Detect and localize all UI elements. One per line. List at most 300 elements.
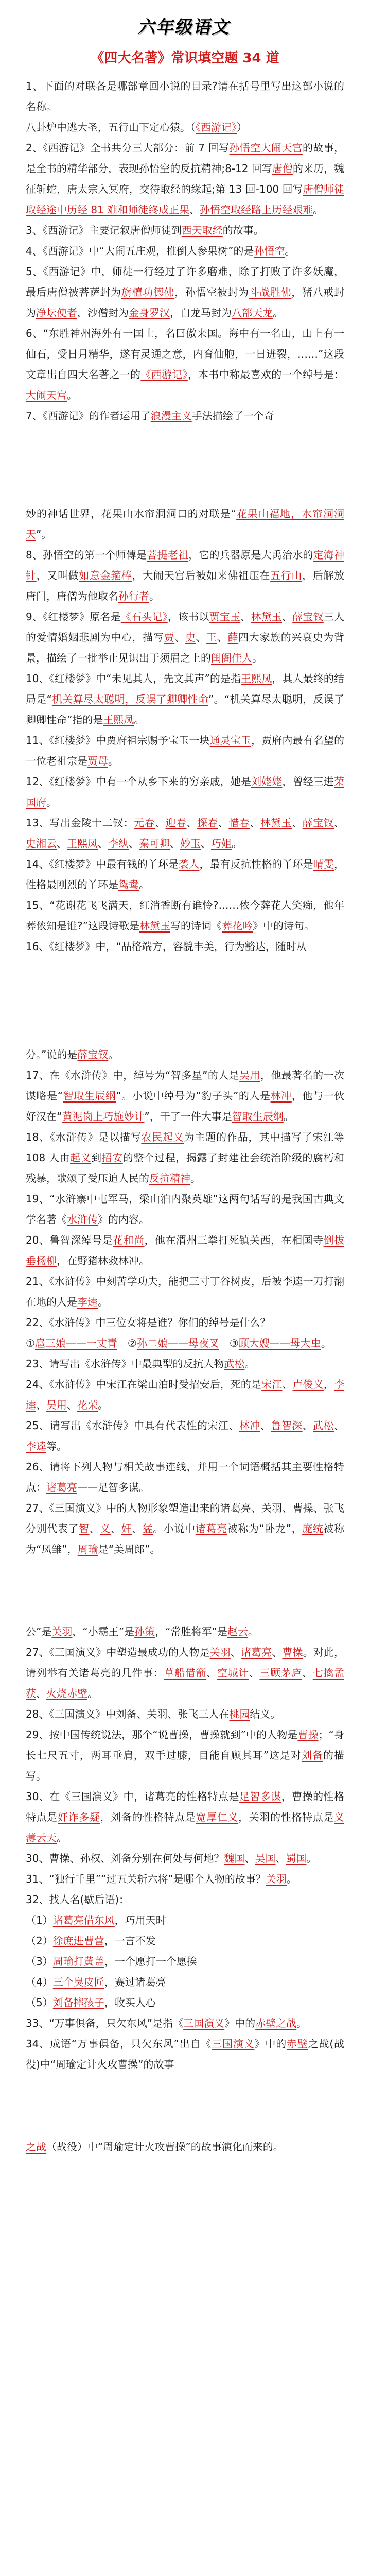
answer-text: 大闹天宫 [26, 389, 67, 401]
question-text: 22、《水浒传》中三位女将是谁？你们的绰号是什么？ [26, 1316, 271, 1329]
question-text: 7、《西游记》的作者运用了 [26, 410, 151, 422]
question-text: 、 [217, 631, 228, 643]
question-text: 、 [196, 631, 207, 643]
answer-text: 赤壁 [287, 2038, 308, 2050]
answer-text: 闺阁佳人 [211, 652, 252, 664]
question-text: 。 [98, 1296, 108, 1308]
answer-text: 鸳鸯 [118, 878, 139, 891]
answer-text: 反抗精神 [149, 1172, 190, 1184]
answer-text: 奸诈多疑 [57, 1811, 100, 1823]
question-text: ，贾府内最有名望的一位老祖宗是 [26, 734, 345, 767]
question-text: 32、找人名(歇后语)： [26, 1893, 130, 1906]
question-text: 、 [132, 1522, 143, 1535]
question-text: 1、下面的对联各是哪部章回小说的目录?请在括号里写出这部小说的名称。 [26, 80, 344, 113]
question-paragraph [26, 1930, 344, 1951]
question-text: ，曾经三进 [282, 775, 334, 788]
answer-text: 金身罗汉 [129, 307, 170, 319]
answer-text: 关羽 [51, 1625, 73, 1638]
question-text: 19、“水浒寨中屯军马，梁山泊内聚英雄”这两句话写的是我国古典文学名著《 [26, 1193, 344, 1226]
answer-text: 巧姐 [211, 837, 232, 850]
question-text: 、 [292, 817, 303, 829]
question-text: 的来历，魏征斩蛇，唐太宗入冥府，交待取经的缘起;第 13 回-100 回写 [26, 162, 345, 195]
question-text: 27、《三国演义》中的人物形象塑造出来的诸葛亮、关羽、曹操、张飞分别代表了 [26, 1502, 344, 1535]
answer-text: 薛宝钗 [302, 817, 334, 829]
question-paragraph [26, 76, 344, 117]
question-text: 、 [129, 837, 139, 850]
question-paragraph [26, 771, 344, 812]
question-text: （战役）中“周瑜定计火攻曹操”的故事演化而来的。 [46, 2141, 284, 2153]
question-text: ，其人最终的结局是“ [26, 672, 345, 705]
question-paragraph [26, 812, 344, 854]
question-paragraph [26, 1127, 344, 1189]
question-text: 12、《红楼梦》中有一个从乡下来的穷亲戚，她是 [26, 775, 252, 788]
answer-text: 李逵 [26, 1440, 46, 1452]
question-text: 妙的神话世界，花果山水帘洞洞口的对联是“ [26, 507, 237, 520]
question-text: 20、鲁智深绰号是 [26, 1234, 113, 1246]
question-paragraph [26, 2137, 344, 2157]
question-paragraph [26, 545, 344, 606]
question-paragraph [26, 1456, 344, 1498]
question-text: 。 [46, 796, 57, 808]
answer-text: 秦可卿 [139, 837, 170, 850]
question-text: 的故事，是全书的精华部分，表现孙悟空的反抗精神;8-12 回写 [26, 142, 345, 175]
logo: 六年级语文 [136, 16, 233, 38]
question-text: ，猪八戒封为 [26, 286, 345, 319]
question-text: ，他在渭州三拳打死镇关西，在相国寺 [144, 1234, 324, 1246]
question-text: 、 [189, 204, 200, 216]
answer-text: 定海神针 [26, 549, 345, 582]
question-text: 的描写。 [26, 1749, 345, 1782]
question-text: 28、《三国演义》中刘备、关羽、张飞三人在 [26, 1708, 230, 1720]
answer-text: 孙策 [134, 1625, 155, 1638]
question-text: 结义。 [250, 1708, 281, 1720]
question-text: 被称为“卧龙”， [227, 1522, 303, 1535]
question-paragraph [26, 1312, 344, 1333]
question-text: 、 [174, 631, 185, 643]
question-paragraph [26, 1621, 344, 1642]
question-text: 》中的诗句。 [252, 920, 314, 932]
question-text: ”。小说中绰号为“豹子头”的人是 [116, 1090, 271, 1102]
question-text: ，关羽的性格特点是 [238, 1811, 334, 1823]
section-part-4 [26, 1621, 344, 1910]
question-text: 、 [67, 1399, 77, 1411]
answer-text: 曹操 [297, 1728, 319, 1741]
question-paragraph [26, 1271, 344, 1312]
question-text: 26、请将下列人物与相关故事连线，并用一个词语概括其主要性格特点： [26, 1461, 344, 1494]
answer-text: 足智多谋 [239, 1790, 281, 1803]
answer-text: 吴用 [239, 1069, 261, 1081]
question-text: 。对此，请列举有关诸葛亮的几件事： [26, 1646, 345, 1679]
question-text: 》中的 [254, 2038, 287, 2050]
answer-text: 袭人 [179, 858, 200, 870]
question-text: 四大家族的兴衰史为背景，描绘了一批举止见识出于须眉之上的 [26, 631, 345, 664]
question-text: 。小说中 [153, 1522, 196, 1535]
answer-text: 刘备摔孩子 [52, 1996, 104, 2009]
answer-text: 孙悟空大闹天宫 [229, 142, 303, 154]
question-text: 。 [244, 1358, 255, 1370]
question-text: ；“身长七尺五寸，两耳垂肩，双手过膝，目能自顾其耳”这是对 [26, 1728, 345, 1761]
question-text: 8、孙悟空的第一个师傅是 [26, 549, 147, 561]
question-text: （4） [26, 1976, 53, 1988]
question-paragraph [26, 220, 344, 241]
answer-text: 花荣 [77, 1399, 98, 1411]
answer-text: 王熙凤 [67, 837, 98, 850]
question-text: 、 [98, 837, 108, 850]
question-text: ，他最著名的一次谋略是“ [26, 1069, 345, 1102]
question-text: 的整个过程，揭露了封建社会统治阶级的腐朽和残暴，歌颂了受压迫人民的 [26, 1151, 345, 1184]
question-text: 、 [201, 837, 211, 850]
question-text: 。 [87, 1687, 98, 1700]
answer-text: 李逵 [26, 1378, 345, 1411]
answer-text: 宽厚仁义 [196, 1811, 239, 1823]
question-text: 23、请写出《水浒传》中最典型的反抗人物 [26, 1358, 224, 1370]
answer-text: 李逵 [77, 1296, 98, 1308]
answer-text: 七擒孟获 [26, 1667, 345, 1700]
answer-text: 蜀国 [286, 1852, 307, 1865]
question-text: 17、在《水浒传》中，绰号为“智多星”的人是 [26, 1069, 240, 1081]
question-text: 34、成语“万事俱备，只欠东风”出自《 [26, 2038, 212, 2050]
answer-text: 诸葛亮借东风 [52, 1914, 115, 1926]
question-text: 、 [282, 1378, 293, 1391]
answer-text: 周瑜打黄盖 [52, 1955, 104, 1968]
question-text: 、 [89, 1522, 100, 1535]
question-text: ——足智多谋。 [77, 1481, 149, 1494]
question-text: 31、“独行千里”“过五关斩六将”是哪个人物的故事？ [26, 1873, 266, 1885]
question-text: 。 [134, 714, 145, 726]
question-text: 13、写出金陵十二钗： [26, 817, 134, 829]
question-text: 30、曹操、孙权、刘备分别在何处与何地？ [26, 1852, 224, 1865]
question-text: 。 [252, 652, 262, 664]
answer-text: 武松 [224, 1358, 245, 1370]
question-text: 6、“东胜神州海外有一国土，名曰傲来国。海中有一名山，山上有一仙石，受日月精华，遂有灵通之意，内育仙胞，一日迸裂，……”这段文章出自四大名著之一的 [26, 327, 344, 381]
question-paragraph [26, 1724, 344, 1786]
section-part-1 [26, 76, 344, 426]
question-paragraph [26, 1044, 344, 1065]
question-paragraph [26, 1992, 344, 2013]
question-paragraph [26, 323, 344, 405]
question-text: 5、《西游记》中，师徒一行经过了许多磨难，除了打败了许多妖魔，最后唐僧被菩萨封为 [26, 265, 344, 298]
question-text: 、 [275, 1852, 286, 1865]
question-text: 八卦炉中逃大圣，五行山下定心猿。（ [26, 121, 196, 133]
question-text: 、 [334, 1419, 345, 1432]
question-text: 、 [186, 817, 197, 829]
question-text: 16、《红楼梦》中，“品格端方，容貌丰美，行为豁达，随时从 [26, 940, 307, 953]
question-text: 写的诗词《 [170, 920, 222, 932]
page-title: 《四大名著》常识填空题 34 道 [91, 50, 279, 66]
question-text: 、 [36, 1687, 46, 1700]
question-text: ③ [219, 1337, 239, 1349]
answer-text: 林冲 [239, 1419, 260, 1432]
answer-text: 王熙凤 [241, 672, 272, 685]
question-text: 、 [302, 1667, 313, 1679]
question-text: ，它的兵器原是大禹治水的 [188, 549, 313, 561]
answer-text: 起义 [70, 1151, 92, 1164]
question-text: 4、《西游记》中“大闹五庄观，推倒人参果树”的是 [26, 245, 254, 257]
question-text: 分。”说的是 [26, 1048, 78, 1061]
question-paragraph [26, 1333, 344, 1353]
question-text: 、 [244, 1852, 255, 1865]
question-text: 3、《西游记》主要记叙唐僧师徒到 [26, 224, 182, 236]
question-text: ，孙悟空被封为 [174, 286, 249, 298]
answer-text: 孙悟空 [254, 245, 285, 257]
question-text: ，收买人心 [104, 1996, 156, 2009]
answer-text: 诸葛亮 [195, 1522, 227, 1535]
question-text: 等。 [46, 1440, 67, 1452]
question-text: 21、《水浒传》中刻苦学功夫，能把三寸丁谷树皮，后被李逵一刀打翻在地的人是 [26, 1275, 344, 1308]
answer-text: 通灵宝玉 [209, 734, 252, 747]
answer-text: 贾宝玉 [209, 611, 241, 623]
question-text: ，后解放唐门，唐僧为他取名 [26, 569, 345, 602]
question-text: ，曹操的性格特点是 [26, 1790, 345, 1823]
answer-text: 《石头记》 [120, 611, 168, 623]
question-text: 。 [321, 1337, 331, 1349]
question-paragraph [26, 1353, 344, 1374]
answer-text: 花和尚 [113, 1234, 145, 1246]
question-text: 。 [108, 1048, 119, 1061]
question-paragraph [26, 1415, 344, 1456]
question-paragraph [26, 138, 344, 220]
answer-text: 之战 [26, 2141, 46, 2153]
question-text: 。 [67, 389, 77, 401]
question-text: （2） [26, 1935, 53, 1947]
question-text: 、 [282, 611, 293, 623]
answer-text: 智取生辰纲 [63, 1090, 116, 1102]
answer-text: 三国演义 [183, 2017, 225, 2029]
question-paragraph [26, 503, 344, 545]
question-text: ，巧用天时 [114, 1914, 166, 1926]
answer-text: 王熙凤 [103, 714, 134, 726]
answer-text: 晴雯 [313, 858, 334, 870]
answer-text: 妙玉 [180, 837, 201, 850]
question-text: 。 [313, 204, 324, 216]
answer-text: 三国演义 [212, 2038, 255, 2050]
question-text: 、 [302, 1419, 313, 1432]
question-text: ，沙僧封为 [77, 307, 129, 319]
question-text: 到 [91, 1151, 102, 1164]
answer-text: 林黛玉 [260, 817, 292, 829]
question-text: ，一言不发 [104, 1935, 156, 1947]
question-paragraph [26, 1642, 344, 1704]
answer-text: 刘姥姥 [251, 775, 283, 788]
answer-text: 净坛使者 [36, 307, 77, 319]
question-paragraph [26, 1951, 344, 1972]
question-text: ② [117, 1337, 137, 1349]
question-text: （1） [26, 1914, 53, 1926]
question-text: 27、《三国演义》中塑造最成功的人物是 [26, 1646, 210, 1658]
section-part-3 [26, 1044, 344, 1560]
question-text: 、 [218, 817, 229, 829]
question-text: 9、《红楼梦》原名是 [26, 611, 121, 623]
question-text: 的故事。 [222, 224, 264, 236]
answer-text: 菩提老祖 [147, 549, 189, 561]
question-paragraph [26, 854, 344, 895]
answer-text: 八部天龙 [232, 307, 273, 319]
question-text: 、 [110, 1522, 121, 1535]
answer-text: 魏国 [224, 1852, 245, 1865]
question-text: 29、按中国传统说法，那个“说曹操，曹操就到”中的人物是 [26, 1728, 298, 1741]
question-text: 、 [170, 837, 180, 850]
answer-text: 诸葛亮 [46, 1481, 77, 1494]
question-paragraph [26, 730, 344, 771]
question-text: 公”是 [26, 1625, 52, 1638]
answer-text: 史湘云 [26, 837, 57, 850]
question-text: ，刘备的性格特点是 [100, 1811, 196, 1823]
answer-text: 薛宝钗 [292, 611, 324, 623]
answer-text: 花果山福地，水帘洞洞天 [26, 507, 344, 540]
answer-text: 顾大嫂——母大虫 [238, 1337, 321, 1349]
question-text: 24、《水浒传》中宋江在梁山泊时受招安后，死的是 [26, 1378, 262, 1391]
question-text: 、 [249, 1667, 260, 1679]
question-text: 。 [306, 1852, 317, 1865]
answer-text: 机关算尽太聪明，反误了卿卿性命 [51, 693, 208, 705]
question-paragraph [26, 668, 344, 730]
question-text: 》中的 [224, 2017, 256, 2029]
question-text: 、 [230, 1646, 241, 1658]
answer-text: 如意金箍棒 [79, 569, 132, 582]
question-text: 。 [98, 1399, 108, 1411]
question-text: 、 [57, 837, 67, 850]
question-text: （5） [26, 1996, 53, 2009]
question-text: ① [26, 1337, 35, 1349]
answer-text: 元春 [134, 817, 155, 829]
question-text: 。 [283, 1110, 294, 1123]
answer-text: 智 [79, 1522, 90, 1535]
answer-text: 扈三娘——一丈青 [34, 1337, 117, 1349]
question-text: ，赛过诸葛亮 [104, 1976, 166, 1988]
question-text: 。 [190, 1172, 201, 1184]
answer-text: 武松 [313, 1419, 334, 1432]
question-text: 2、《西游记》全书共分三大部分：前 7 回写 [26, 142, 230, 154]
question-text: 、 [240, 611, 251, 623]
answer-text: 农民起义 [141, 1131, 184, 1143]
question-text: 15、“花谢花飞飞满天，红消香断有谁怜?……侬今葬花人笑痴，他年葬侬知是谁?”这段诗歌是 [26, 899, 344, 932]
question-paragraph [26, 936, 344, 957]
question-text: 。 [149, 590, 160, 602]
answer-text: 三个臭皮匠 [52, 1976, 104, 1988]
question-paragraph [26, 606, 344, 668]
answer-text: 薛 [227, 631, 239, 643]
question-paragraph [26, 405, 344, 426]
answer-text: 史 [185, 631, 196, 643]
section-part-5 [26, 2013, 344, 2075]
question-text: 。 [57, 1832, 67, 1844]
question-text: ，一个愿打一个愿挨 [104, 1955, 197, 1968]
answer-text: 贾母 [87, 755, 108, 767]
question-paragraph [26, 895, 344, 936]
answer-text: 三顾茅庐 [259, 1667, 303, 1679]
question-paragraph [26, 1230, 344, 1271]
answer-text: 赤壁之战 [255, 2017, 297, 2029]
answer-text: 林黛玉 [251, 611, 282, 623]
question-text: ，又叫做 [36, 569, 79, 582]
question-text: 、 [206, 1667, 217, 1679]
question-text: （3） [26, 1955, 53, 1968]
question-text: 。 [232, 837, 242, 850]
question-paragraph [26, 1910, 344, 1930]
question-text: 18、《水浒传》是以描写 [26, 1131, 142, 1143]
question-text: 、 [250, 817, 260, 829]
question-text: ，大闹天宫后被如来佛祖压在 [132, 569, 271, 582]
answer-text: 关羽 [209, 1646, 231, 1658]
question-text: 14、《红楼梦》中最有钱的丫环是 [26, 858, 179, 870]
question-text: ，最有反抗性格的丫环是 [199, 858, 313, 870]
blank-gap [26, 426, 344, 503]
question-paragraph [26, 1498, 344, 1560]
answer-text: 迎春 [165, 817, 187, 829]
answer-text: 曹操 [282, 1646, 303, 1658]
question-paragraph [26, 261, 344, 323]
question-text: 》的内容。 [98, 1213, 149, 1226]
answer-text: 庞统 [302, 1522, 324, 1535]
answer-text: 卢俊义 [292, 1378, 324, 1391]
answer-text: 空城计 [217, 1667, 249, 1679]
question-text: ） [237, 121, 247, 133]
question-text: 、 [155, 817, 166, 829]
answer-text: 关羽 [266, 1873, 287, 1885]
blank-gap [26, 957, 344, 1044]
question-text: ，他与一伙好汉在“ [26, 1090, 345, 1123]
answer-text: 《西游记》 [140, 368, 188, 381]
answer-text: 吴用 [46, 1399, 67, 1411]
answer-text: 义薄云天 [26, 1811, 345, 1844]
answer-text: 李纨 [108, 837, 129, 850]
question-text: 30、在《三国演义》中，诸葛亮的性格特点是 [26, 1790, 239, 1803]
question-text: 之战(战役)中“周瑜定计火攻曹操”的故事 [26, 2038, 345, 2071]
answer-text: 宋江 [261, 1378, 283, 1391]
question-paragraph [26, 1065, 344, 1127]
answer-text: 刘备 [302, 1749, 324, 1761]
question-text: ”，干了一件大事是 [144, 1110, 232, 1123]
answer-text: 义 [100, 1522, 111, 1535]
answer-text: 奸 [121, 1522, 132, 1535]
question-text: 。 [273, 307, 283, 319]
answer-text: 智取生辰纲 [232, 1110, 284, 1123]
answer-text: 鲁智深 [271, 1419, 303, 1432]
answer-text: 西天取经 [181, 224, 223, 236]
section-tail [26, 2137, 344, 2157]
answer-text: 唐僧 [272, 162, 293, 175]
answer-text: 黄泥岗上巧施妙计 [62, 1110, 145, 1123]
answer-text: 孙悟空取经路上历经艰难 [200, 204, 313, 216]
question-text: 。 [286, 1873, 297, 1885]
question-paragraph [26, 2013, 344, 2033]
answer-text: 草船借箭 [164, 1667, 207, 1679]
question-paragraph [26, 1972, 344, 1992]
question-text: 33、“万事俱备，只欠东风”是指《 [26, 2017, 184, 2029]
question-text: 是“美周郎”。 [98, 1543, 161, 1555]
answer-text: 赵云 [227, 1625, 248, 1638]
question-text: 、 [334, 817, 345, 829]
question-paragraph [26, 1189, 344, 1230]
question-text: 。 [285, 245, 295, 257]
answer-text: 徐庶进曹营 [52, 1935, 104, 1947]
question-text: ”。 [36, 528, 52, 540]
question-paragraph [26, 1848, 344, 1869]
question-paragraph [26, 1786, 344, 1848]
answer-text: 王 [206, 631, 217, 643]
answer-text: 桃园 [229, 1708, 250, 1720]
question-text: ，该书以 [167, 611, 209, 623]
answer-text: 贾 [164, 631, 175, 643]
question-text: ，在野猪林救林冲。 [57, 1255, 149, 1267]
question-text: ，白龙马封为 [170, 307, 232, 319]
answer-text: 荣国府 [26, 775, 345, 808]
question-text: 。 [139, 878, 149, 891]
question-text: 11、《红楼梦》中贾府祖宗赐予宝玉一块 [26, 734, 210, 747]
question-paragraph [26, 2033, 344, 2075]
question-paragraph [26, 1869, 344, 1889]
question-paragraph [26, 1889, 344, 1910]
